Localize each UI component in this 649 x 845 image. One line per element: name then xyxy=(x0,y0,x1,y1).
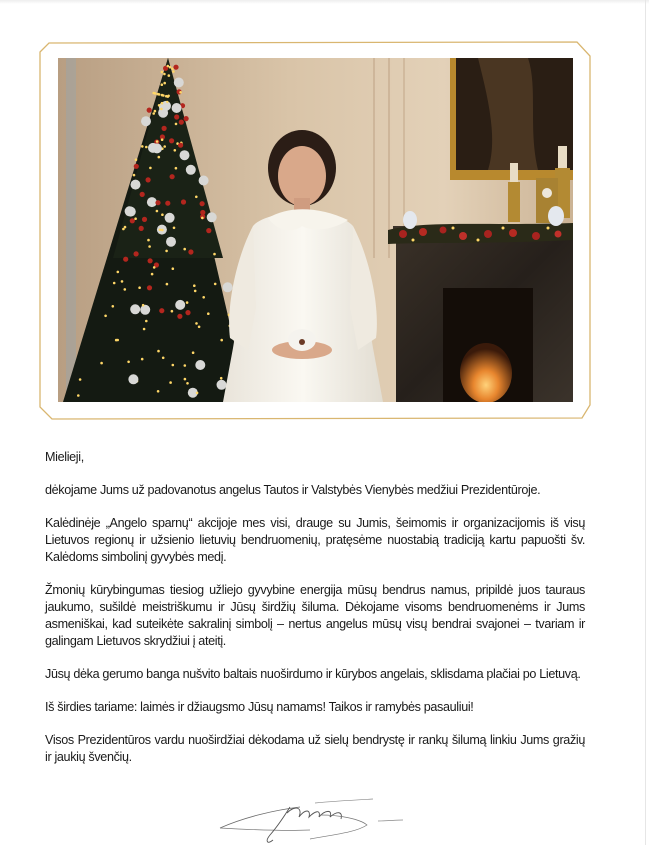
tree-angel-ornament xyxy=(175,300,185,310)
painting xyxy=(450,58,573,180)
tree-light xyxy=(171,310,174,313)
tree-light xyxy=(162,94,165,97)
tree-light xyxy=(157,390,160,393)
tree-light xyxy=(100,362,103,365)
tree-angel-ornament xyxy=(166,237,176,247)
tree-light xyxy=(141,358,144,361)
tree-bauble xyxy=(174,114,179,119)
tree-light xyxy=(163,145,166,148)
tree-light xyxy=(186,301,189,304)
tree-light xyxy=(198,326,201,329)
tree-light xyxy=(167,65,170,68)
tree-light xyxy=(162,357,165,360)
tree-angel-ornament xyxy=(217,380,227,390)
tree-bauble xyxy=(130,218,135,223)
tree-light xyxy=(77,394,80,397)
tree-light xyxy=(201,217,204,220)
tree-bauble xyxy=(146,177,151,182)
tree-bauble xyxy=(188,249,193,254)
tree-light xyxy=(196,392,199,395)
tree-bauble xyxy=(147,285,152,290)
tree-bauble xyxy=(184,116,189,121)
tree-light xyxy=(158,104,161,107)
tree-bauble xyxy=(169,138,174,143)
tree-light xyxy=(143,328,146,331)
tree-angel-ornament xyxy=(130,304,140,314)
tree-light xyxy=(183,248,186,251)
tree-angel-ornament xyxy=(180,150,190,160)
fireplace xyxy=(393,226,573,402)
photo-illustration xyxy=(58,58,573,402)
tree-bauble xyxy=(181,199,186,204)
tree-light xyxy=(156,140,159,143)
tree-light xyxy=(145,320,148,323)
tree-light xyxy=(133,174,136,177)
tree-light xyxy=(172,267,175,270)
tree-angel-ornament xyxy=(174,78,184,88)
tree-light xyxy=(104,315,107,318)
tree-bauble xyxy=(165,201,170,206)
tree-angel-ornament xyxy=(207,212,217,222)
tree-light xyxy=(202,296,205,299)
tree-light xyxy=(147,239,150,242)
tree-light xyxy=(116,339,119,342)
tree-light xyxy=(172,364,175,367)
tree-light xyxy=(172,70,175,73)
tree-angel-ornament xyxy=(223,282,233,292)
tree-bauble xyxy=(134,251,139,256)
tree-light xyxy=(166,283,169,286)
tree-angel-ornament xyxy=(140,305,150,315)
tree-light xyxy=(163,82,166,85)
tree-light xyxy=(151,273,154,276)
tree-light xyxy=(173,227,176,230)
tree-light xyxy=(124,288,127,291)
letter-body xyxy=(45,449,585,782)
tree-light xyxy=(220,377,223,380)
tree-light xyxy=(174,149,177,152)
tree-bauble xyxy=(155,200,160,205)
tree-angel-ornament xyxy=(195,360,205,370)
tree-angel-ornament xyxy=(172,103,182,113)
tree-bauble xyxy=(162,126,167,131)
tree-light xyxy=(214,283,217,286)
tree-bauble xyxy=(206,228,211,233)
tree-light xyxy=(161,83,164,86)
tree-light xyxy=(152,112,155,115)
tree-light xyxy=(220,339,223,342)
tree-light xyxy=(158,156,161,159)
tree-bauble xyxy=(178,143,183,148)
tree-angel-ornament xyxy=(186,165,196,175)
tree-light xyxy=(169,66,172,69)
tree-light xyxy=(157,350,160,353)
tree-light xyxy=(154,110,157,113)
signature xyxy=(215,795,415,845)
tree-light xyxy=(154,92,157,95)
tree-bauble xyxy=(147,108,152,113)
tree-light xyxy=(124,226,127,229)
tree-light xyxy=(207,312,210,315)
tree-angel-ornament xyxy=(125,206,135,216)
tree-light xyxy=(184,364,187,367)
tree-angel-ornament xyxy=(199,176,209,186)
letter-paragraph: dėkojame Jums už padovanotus angelus Tautos ir Valstybės Vienybės medžiui Prezidentūroje. xyxy=(45,483,541,497)
tree-light xyxy=(163,73,166,76)
tree-light xyxy=(161,71,164,74)
tree-bauble xyxy=(159,308,164,313)
tree-angel-ornament xyxy=(128,374,138,384)
tree-light xyxy=(112,305,115,308)
tree-angel-ornament xyxy=(131,180,141,190)
tree-bauble xyxy=(140,192,145,197)
tree-light xyxy=(193,284,196,287)
tree-bauble xyxy=(139,226,144,231)
tree-light xyxy=(171,68,174,71)
tree-light xyxy=(192,351,195,354)
tree-angel-ornament xyxy=(141,116,151,126)
tree-light xyxy=(167,95,170,98)
page-edge-line xyxy=(645,0,646,845)
letter-paragraph: Iš širdies tariame: laimės ir džiaugsmo Jūsų namams! Taikos ir ramybės pasauliui! xyxy=(45,700,474,714)
tree-angel-ornament xyxy=(165,213,175,223)
tree-light xyxy=(186,382,189,385)
tree-light xyxy=(159,229,162,232)
letter-paragraph: Žmonių kūrybingumas tiesiog užliejo gyvybine energija mūsų bendrus namus, pripildė juos tauraus jaukumo, sušildė meistriškumu ir Jūsų širdžių šiluma. Dėkojame visoms bendruomenėms ir Jums asmeniškai, kad suteikėte sakralinį simbolį – nertus angelus mūsų visų bendrai svajonei – tvariam ir galingam Lietuvos skrydžiui į ateitį. xyxy=(45,583,585,648)
page-top-shade xyxy=(0,0,649,4)
tree-light xyxy=(156,210,159,213)
tree-bauble xyxy=(148,258,153,263)
tree-bauble xyxy=(173,65,178,70)
tree-light xyxy=(195,196,198,199)
tree-light xyxy=(179,91,182,94)
tree-light xyxy=(134,217,137,220)
tree-light xyxy=(169,381,172,384)
tree-bauble xyxy=(200,201,205,206)
tree-light xyxy=(141,145,144,148)
tree-bauble xyxy=(185,310,190,315)
tree-light xyxy=(175,167,178,170)
tree-angel-ornament xyxy=(147,197,157,207)
tree-light xyxy=(79,378,82,381)
tree-light xyxy=(138,286,141,289)
tree-light xyxy=(161,213,164,216)
tree-light xyxy=(142,304,145,307)
christmas-photo xyxy=(58,58,573,402)
tree-light xyxy=(160,108,163,111)
tree-light xyxy=(121,280,124,283)
tree-light xyxy=(158,93,161,96)
tree-light xyxy=(184,378,187,381)
tree-bauble xyxy=(200,210,205,215)
tree-light xyxy=(149,167,152,170)
tree-bauble xyxy=(134,164,139,169)
tree-angel-ornament xyxy=(152,143,162,153)
letter-paragraph: Visos Prezidentūros vardu nuoširdžiai dėkodama už sielų bendrystę ir rankų šilumą linkiu Jums gražių ir jaukių švenčių. xyxy=(45,733,585,764)
tree-light xyxy=(161,102,164,105)
tree-light xyxy=(165,250,168,253)
tree-light xyxy=(161,138,164,141)
tree-bauble xyxy=(123,257,128,262)
letter-paragraph: Jūsų dėka gerumo banga nušvito baltais nuoširdumo ir kūrybos angelais, sklisdama plačiai po Lietuvą. xyxy=(45,667,581,681)
tree-light xyxy=(117,271,120,274)
letter-paragraph: Kalėdinėje „Angelo sparnų“ akcijoje mes visi, drauge su Jumis, šeimomis ir organizacijomis iš visų Lietuvos regionų ir užsienio lietuvių bendruomenių, pratęsėme nuostabią tradiciją kartu papuošti šv. Kalėdoms simbolinį gyvybės medį. xyxy=(45,516,585,564)
tree-light xyxy=(148,245,151,248)
tree-bauble xyxy=(179,120,184,125)
tree-light xyxy=(161,229,164,232)
tree-bauble xyxy=(177,314,182,319)
tree-bauble xyxy=(170,174,175,179)
tree-light xyxy=(195,322,198,325)
tree-light xyxy=(213,253,216,256)
tree-light xyxy=(135,158,138,161)
tree-light xyxy=(127,361,130,364)
tree-light xyxy=(153,266,156,269)
tree-angel-ornament xyxy=(158,108,168,118)
tree-bauble xyxy=(142,217,147,222)
letter-greeting: Mielieji, xyxy=(45,450,84,464)
tree-light xyxy=(145,146,148,149)
tree-light xyxy=(175,123,178,126)
tree-light xyxy=(194,290,197,293)
tree-light xyxy=(113,282,116,285)
tree-light xyxy=(168,74,171,77)
